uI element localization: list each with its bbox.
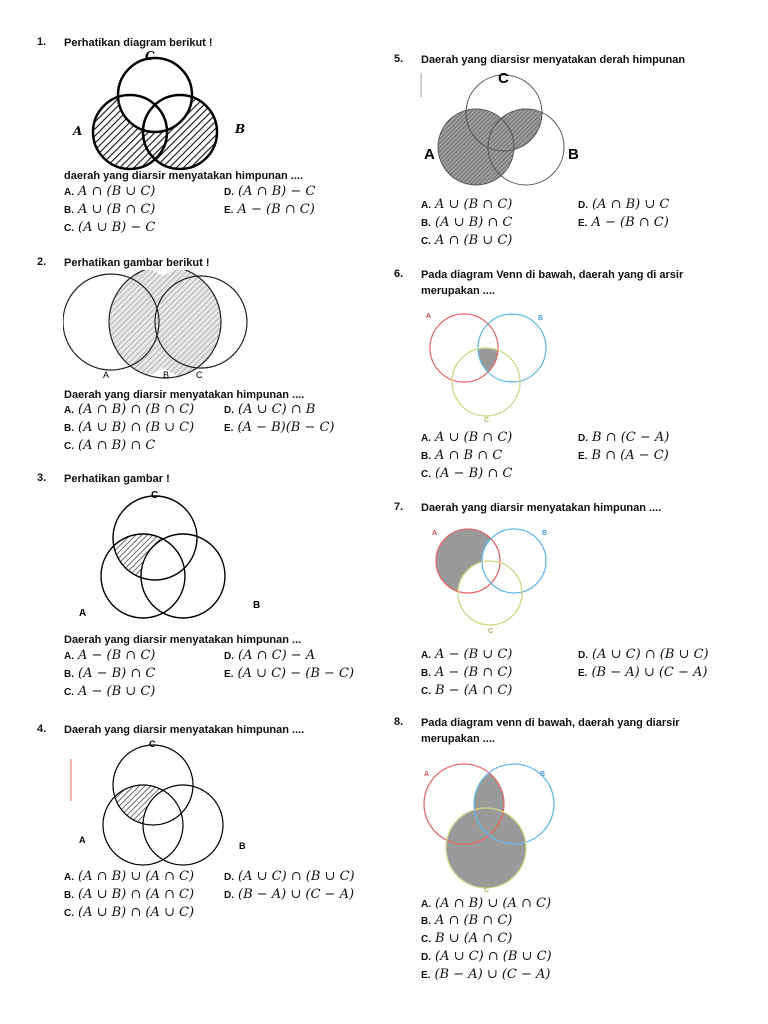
option-e[interactable]: E. (B − A) ∪ (C − A) xyxy=(578,665,708,680)
venn-label-c: C xyxy=(145,50,155,63)
options xyxy=(64,402,364,456)
option-a[interactable]: A. (A ∩ B) ∩ (B ∩ C) xyxy=(64,402,195,417)
option-d[interactable]: D. (A ∩ B) ∪ C xyxy=(578,197,670,212)
option-d[interactable]: D. (A ∩ C) − A xyxy=(224,648,316,663)
question-number: 4. xyxy=(37,723,47,735)
venn-label-b: B xyxy=(538,315,544,322)
venn-diagram xyxy=(430,525,560,637)
venn-label-c: C xyxy=(151,490,159,501)
question-text: Perhatikan diagram berikut ! xyxy=(64,37,213,49)
option-e[interactable]: E. (A − B)(B − C) xyxy=(224,420,335,435)
venn-label-c: C xyxy=(196,370,203,380)
venn-label-a: A xyxy=(73,124,83,138)
question-text: Perhatikan gambar ! xyxy=(64,473,170,485)
option-d[interactable]: D. (A ∪ C) ∩ (B ∪ C) xyxy=(421,949,552,964)
question-2 xyxy=(37,256,367,456)
question-6 xyxy=(394,268,734,488)
venn-label-b: B xyxy=(540,771,546,778)
option-a[interactable]: A. (A ∩ B) ∪ (A ∩ C) xyxy=(64,869,195,884)
venn-diagram xyxy=(63,270,253,382)
question-number: 8. xyxy=(394,716,404,728)
option-a[interactable]: A. A ∪ (B ∩ C) xyxy=(421,430,513,445)
venn-diagram xyxy=(418,67,598,189)
venn-label-b: B xyxy=(235,122,246,136)
option-c[interactable]: C. (A ∩ B) ∩ C xyxy=(64,438,156,453)
option-b[interactable]: B. A − (B ∩ C) xyxy=(421,665,513,680)
option-e[interactable]: E. B ∩ (A − C) xyxy=(578,448,669,463)
question-number: 2. xyxy=(37,256,47,268)
venn-label-b: B xyxy=(568,146,579,163)
option-b[interactable]: B. A ∩ B ∩ C xyxy=(421,448,503,463)
option-d[interactable]: D. (A ∩ B) − C xyxy=(224,184,316,199)
venn-label-c: C xyxy=(149,739,156,749)
option-a[interactable]: A. A ∩ (B ∪ C) xyxy=(64,184,156,199)
venn-label-c: C xyxy=(498,70,509,87)
question-number: 6. xyxy=(394,268,404,280)
option-c[interactable]: C. A ∩ (B ∪ C) xyxy=(421,233,513,248)
option-a[interactable]: A. A − (B ∪ C) xyxy=(421,647,513,662)
options xyxy=(64,184,364,238)
question-7 xyxy=(394,501,734,706)
options xyxy=(421,647,731,701)
option-c[interactable]: C. (A ∪ B) − C xyxy=(64,220,156,235)
options xyxy=(64,648,364,702)
venn-label-b: B xyxy=(253,600,261,611)
option-c[interactable]: C. A − (B ∪ C) xyxy=(64,684,156,699)
venn-label-c: C xyxy=(484,417,490,424)
venn-label-c: C xyxy=(488,628,494,635)
question-subtext: daerah yang diarsir menyatakan himpunan .... xyxy=(64,170,304,182)
options xyxy=(64,869,364,923)
question-4 xyxy=(37,723,367,923)
option-b[interactable]: B. (A ∪ B) ∩ (A ∩ C) xyxy=(64,887,195,902)
venn-label-a: A xyxy=(79,835,86,845)
question-subtext: Daerah yang diarsir menyatakan himpunan ... xyxy=(64,634,302,646)
option-b[interactable]: B. (A ∪ B) ∩ C xyxy=(421,215,513,230)
option-d[interactable]: D. B ∩ (C − A) xyxy=(578,430,670,445)
venn-diagram xyxy=(420,762,560,894)
options xyxy=(421,896,731,986)
question-text-cont: merupakan .... xyxy=(421,733,495,745)
venn-label-c: C xyxy=(484,887,490,894)
option-c[interactable]: C. (A ∪ B) ∩ (A ∪ C) xyxy=(64,905,195,920)
option-a[interactable]: A. (A ∩ B) ∪ (A ∩ C) xyxy=(421,896,552,911)
option-d[interactable]: D. (A ∪ C) ∩ (B ∪ C) xyxy=(224,869,355,884)
options xyxy=(421,430,731,484)
option-e[interactable]: E. (B − A) ∪ (C − A) xyxy=(421,967,551,982)
venn-label-a: A xyxy=(424,771,430,778)
question-text: Pada diagram venn di bawah, daerah yang diarsir xyxy=(421,717,680,729)
question-3 xyxy=(37,472,367,702)
option-e[interactable]: E. A − (B ∩ C) xyxy=(224,202,315,217)
question-8 xyxy=(394,716,734,986)
question-number: 3. xyxy=(37,472,47,484)
option-c[interactable]: C. (A − B) ∩ C xyxy=(421,466,513,481)
option-c[interactable]: C. B ∪ (A ∩ C) xyxy=(421,931,513,946)
venn-label-a: A xyxy=(103,370,110,380)
venn-diagram xyxy=(75,488,265,628)
venn-label-b: B xyxy=(163,370,170,380)
venn-label-a: A xyxy=(426,313,432,320)
venn-label-a: A xyxy=(79,608,87,619)
question-number: 1. xyxy=(37,36,47,48)
question-text-cont: merupakan .... xyxy=(421,285,495,297)
option-b[interactable]: B. (A ∪ B) ∩ (B ∪ C) xyxy=(64,420,195,435)
option-b[interactable]: B. A ∪ (B ∩ C) xyxy=(64,202,156,217)
question-1 xyxy=(37,36,367,236)
question-text: Daerah yang diarsisr menyatakan derah himpunan xyxy=(421,54,686,66)
question-number: 7. xyxy=(394,501,404,513)
venn-label-a: A xyxy=(424,146,435,163)
option-d2[interactable]: D. (B − A) ∪ (C − A) xyxy=(224,887,355,902)
question-text: Daerah yang diarsir menyatakan himpunan .... xyxy=(64,724,305,736)
venn-label-a: A xyxy=(432,530,438,537)
venn-diagram xyxy=(67,50,257,174)
option-b[interactable]: B. A ∩ (B ∩ C) xyxy=(421,913,513,928)
venn-label-b: B xyxy=(542,530,548,537)
question-5 xyxy=(394,53,734,253)
question-text: Daerah yang diarsir menyatakan himpunan .... xyxy=(421,502,662,514)
option-e[interactable]: E. (A ∪ C) − (B − C) xyxy=(224,666,355,681)
option-b[interactable]: B. (A − B) ∩ C xyxy=(64,666,156,681)
venn-diagram xyxy=(424,310,564,424)
question-number: 5. xyxy=(394,53,404,65)
venn-diagram xyxy=(67,739,257,867)
venn-label-b: B xyxy=(239,841,246,851)
question-text: Pada diagram Venn di bawah, daerah yang di arsir xyxy=(421,269,684,281)
question-text: Perhatikan gambar berikut ! xyxy=(64,257,210,269)
question-subtext: Daerah yang diarsir menyatakan himpunan .... xyxy=(64,389,305,401)
option-a[interactable]: A. A ∪ (B ∩ C) xyxy=(421,197,513,212)
option-e[interactable]: E. A − (B ∩ C) xyxy=(578,215,669,230)
option-a[interactable]: A. A − (B ∩ C) xyxy=(64,648,156,663)
options xyxy=(421,197,731,251)
option-c[interactable]: C. B − (A ∩ C) xyxy=(421,683,513,698)
option-d[interactable]: D. (A ∪ C) ∩ (B ∪ C) xyxy=(578,647,709,662)
option-d[interactable]: D. (A ∪ C) ∩ B xyxy=(224,402,316,417)
